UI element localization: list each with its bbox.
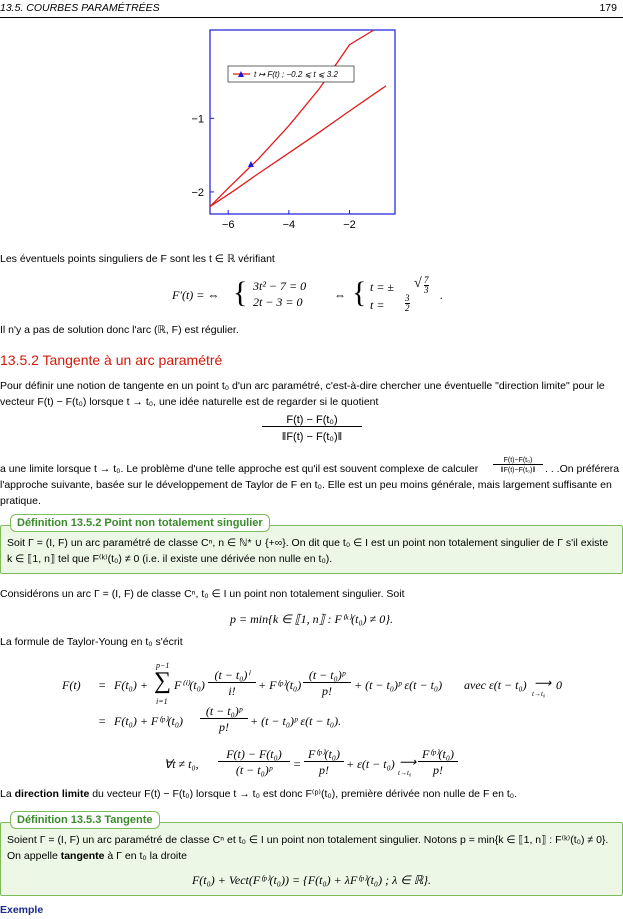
system-dot: . xyxy=(440,288,443,302)
ty-avec-lim: 0 xyxy=(556,678,562,692)
system-lhs: F′(t) = ⇔ xyxy=(172,288,220,302)
definition-1-title: Définition 13.5.2 Point non totalement singulier xyxy=(10,514,270,532)
sol2-den: 2 xyxy=(405,303,410,313)
ty-eq2: = xyxy=(98,714,107,728)
sqrt-num: 7 xyxy=(424,275,429,285)
definition-1-body: Soit Γ = (I, F) un arc paramétré de classe Cⁿ, n ∈ ℕ* ∪ {+∞}. On dit que t₀ ∈ I est un point non totalement singulier de Γ s'il existe k ∈ ⟦1, n⟧ tel que F⁽ᵏ⁾(t₀) ≠ 0 (i.e. il existe une dérivée non nulle en t₀). xyxy=(7,537,609,565)
ty-avec-arrow: ⟶ xyxy=(534,676,552,690)
parametric-curve-chart xyxy=(175,24,405,236)
ty-line2-num: (t − t₀)ᵖ xyxy=(200,704,248,719)
ty-frac1-num: (t − t₀)ⁱ xyxy=(208,668,256,683)
ty-lhs: F(t) xyxy=(62,678,81,692)
left-brace-2: { xyxy=(352,276,367,309)
forall-sub: t→t₀ xyxy=(398,769,412,777)
definition-box-1 xyxy=(0,525,623,574)
taylor-intro: La formule de Taylor-Young en t₀ s'écrit xyxy=(0,636,183,648)
plot-frame xyxy=(210,30,395,214)
ty-line1-d: + (t − t₀)ᵖ ε(t − t₀) xyxy=(354,678,443,692)
sum-bottom: i=1 xyxy=(156,697,168,706)
forall-arrow: ⟶ xyxy=(399,755,417,769)
definition-2-title: Définition 13.5.3 Tangente xyxy=(10,811,160,829)
ty-line2-a: F(t₀) + F⁽ᵖ⁾(t₀) xyxy=(114,714,184,728)
limit-text-c: l'approche suivante, basée sur le développement de Taylor de F en t₀. Elle est un peu moins générale, mais largement suffisante en pratique. xyxy=(0,479,612,507)
ty-line1-c: + F⁽ᵖ⁾(t₀) xyxy=(258,678,302,692)
system-eq2: 2t − 3 = 0 xyxy=(253,295,303,309)
ty-line1-b: F⁽ⁱ⁾(t₀) xyxy=(174,678,205,692)
running-header: 13.5. COURBES PARAMÉTRÉES xyxy=(0,2,160,14)
ty-line2-b: + (t − t₀)ᵖ ε(t − t₀). xyxy=(250,714,342,728)
forall-num: F(t) − F(t₀) xyxy=(218,747,290,762)
forall-num2: F⁽ᵖ⁾(t₀) xyxy=(304,747,344,762)
page-number: 179 xyxy=(599,2,617,14)
definition-box-2 xyxy=(0,822,623,896)
def2-bold: tangente xyxy=(60,850,105,862)
x-tick-label: −4 xyxy=(282,219,296,231)
ty-line2-den: p! xyxy=(219,720,229,734)
forall-den3: p! xyxy=(433,763,443,777)
quotient-numerator: F(t) − F(t₀) xyxy=(262,414,362,427)
sum-sign: ∑ xyxy=(154,668,172,694)
ty-frac2-num: (t − t₀)ᵖ xyxy=(303,668,351,683)
y-tick-label: −2 xyxy=(191,186,204,199)
system-iff: ⇔ xyxy=(334,288,346,302)
dir-bold: direction limite xyxy=(14,788,90,800)
left-brace-1: { xyxy=(233,276,248,309)
forall-den2: p! xyxy=(319,763,329,777)
header-rule xyxy=(0,17,623,18)
def2-body-a: Soient Γ = (I, F) un arc paramétré de classe Cⁿ et t₀ ∈ I un point non totalement singulier. Notons p = min{k ∈ ⟦1, n⟧ : F⁽ᵏ⁾(t₀) ≠ 0}. On appelle xyxy=(7,834,609,862)
tangent-intro: Pour définir une notion de tangente en un point t₀ d'un arc paramétré, c'est-à-dire chercher une éventuelle "direction limite" pour le vecteur F(t) − F(t₀) lorsque t → t₀, une idée naturelle est de regarder si le quotient xyxy=(0,380,605,408)
x-tick-label: −6 xyxy=(221,219,235,231)
limit-small-den: ‖F(t)−F(t₀)‖ xyxy=(500,467,536,474)
direction-limit-text xyxy=(0,786,623,802)
ty-frac2-den: p! xyxy=(322,684,332,698)
quotient-denominator: ‖F(t) − F(t₀)‖ xyxy=(281,431,343,443)
dir-pre: La xyxy=(0,788,12,800)
ty-line1-a: F(t₀) + xyxy=(114,678,148,692)
ty-avec: avec ε(t − t₀) xyxy=(464,678,527,692)
y-tick-label: −1 xyxy=(191,113,204,126)
system-sol1: t = ± xyxy=(370,280,395,294)
singular-intro: Les éventuels points singuliers de F sont les t ∈ ℝ vérifiant xyxy=(0,253,275,265)
limit-text-a: a une limite lorsque t → t₀. Le problème d'une telle approche est qu'il est souvent complexe de calculer xyxy=(0,463,479,475)
forall-num3: F⁽ᵖ⁾(t₀) xyxy=(418,747,458,762)
sol2-num: 3 xyxy=(405,293,410,303)
limit-small-num: F(t)−F(t₀) xyxy=(493,457,543,465)
forall-den: (t − t₀)ᵖ xyxy=(235,763,273,777)
forall: ∀t ≠ t₀, xyxy=(164,757,199,771)
dir-post: du vecteur F(t) − F(t₀) lorsque t → t₀ est donc F⁽ᵖ⁾(t₀), première dérivée non nulle de F en t₀. xyxy=(92,788,518,800)
sqrt-den: 3 xyxy=(424,285,429,295)
section-title: 13.5.2 Tangente à un arc paramétré xyxy=(0,352,223,368)
legend-label: t ↦ F(t) ; −0.2 ⩽ t ⩽ 3.2 xyxy=(254,70,338,79)
def2-body-b: à Γ en t₀ la droite xyxy=(107,850,188,862)
forall-plus: + ε(t − t₀) xyxy=(346,757,395,771)
x-tick-label: −2 xyxy=(343,219,356,231)
system-eq1: 3t² − 7 = 0 xyxy=(253,279,307,293)
ty-frac1-den: i! xyxy=(228,684,236,698)
p-definition: p = min{k ∈ ⟦1, n⟧ : F⁽ᵏ⁾(t₀) ≠ 0}. xyxy=(230,612,394,626)
example-heading: Exemple xyxy=(0,904,44,916)
forall-eq: = xyxy=(293,757,302,771)
sum-top: p−1 xyxy=(156,661,170,670)
regular-statement: Il n'y a pas de solution donc l'arc (ℝ, F) est régulier. xyxy=(0,324,239,336)
consider-text: Considérons un arc Γ = (I, F) de classe Cⁿ, t₀ ∈ I un point non totalement singulier. Soit xyxy=(0,588,405,600)
definition-2-formula: F(t₀) + Vect(F⁽ᵖ⁾(t₀)) = {F(t₀) + λF⁽ᵖ⁾(t₀) ; λ ∈ ℝ}. xyxy=(191,873,432,887)
sqrt-sign: √ xyxy=(414,276,422,291)
limit-text-b: . . .On préférera xyxy=(545,463,620,475)
ty-eq1: = xyxy=(98,678,107,692)
system-sol2: t = xyxy=(370,298,385,312)
ty-avec-sub: t→t₀ xyxy=(532,690,546,698)
definition-2-body xyxy=(7,832,616,864)
